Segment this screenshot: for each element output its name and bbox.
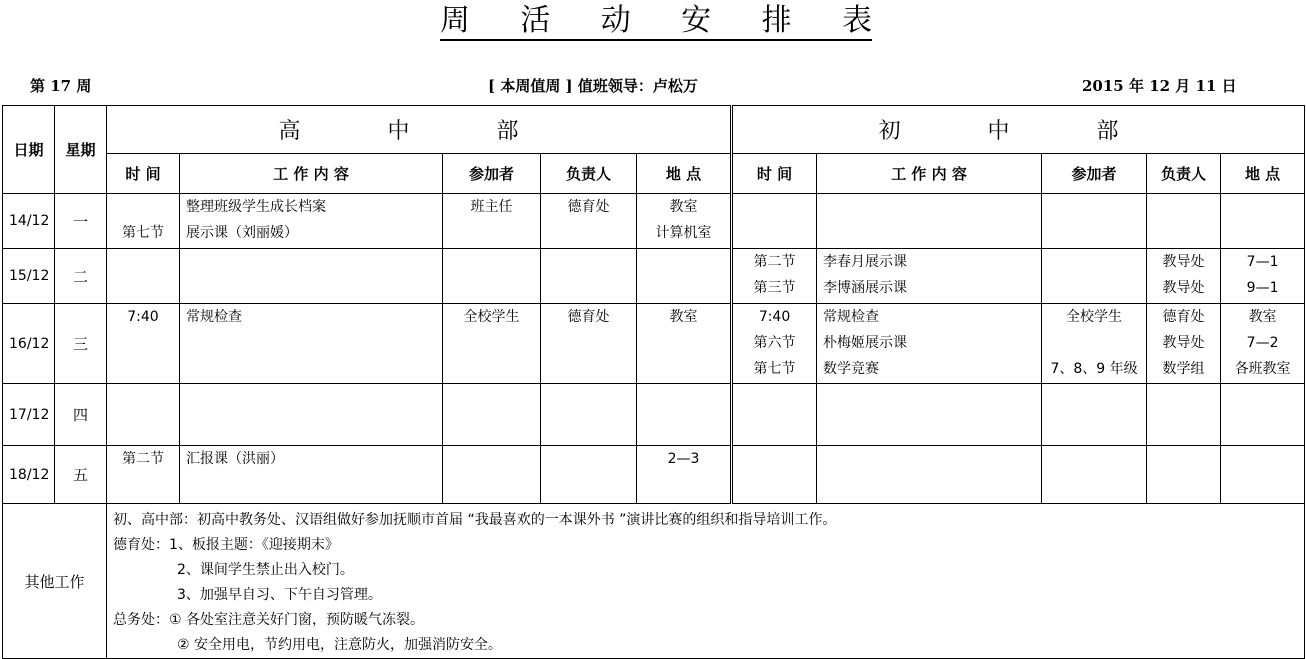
junior-content-cell — [817, 384, 1042, 446]
senior-location-cell — [637, 304, 732, 384]
junior-participants-cell — [1042, 384, 1147, 446]
junior-participants-cell — [1042, 194, 1147, 249]
table-row — [3, 384, 1305, 446]
junior-responsible-cell — [1147, 249, 1221, 304]
row-date: 18/12 — [3, 446, 55, 504]
senior-location-header: 地 点 — [637, 154, 732, 194]
other-work-label: 其他工作 — [3, 504, 107, 659]
junior-responsible-cell — [1147, 194, 1221, 249]
senior-participants-line: 班主任 — [470, 199, 513, 215]
senior-time-cell — [107, 304, 180, 384]
senior-time-line: 第七节 — [122, 225, 164, 241]
junior-participants-cell — [1042, 249, 1147, 304]
senior-location-line: 教室 — [669, 199, 698, 215]
senior-participants-line: 全校学生 — [463, 309, 520, 325]
week-number: 第 17 周 — [30, 77, 92, 95]
junior-responsible-cell — [1147, 304, 1221, 384]
junior-participants-cell — [1042, 446, 1147, 504]
title-char: 周 — [440, 3, 470, 38]
senior-location-cell — [637, 446, 732, 504]
junior-time-cell — [732, 249, 817, 304]
other-work-content — [107, 504, 1305, 659]
junior-location-cell — [1221, 249, 1305, 304]
junior-content-line: 数学竞赛 — [823, 361, 880, 377]
row-date: 17/12 — [3, 384, 55, 446]
junior-responsible-header: 负责人 — [1147, 154, 1221, 194]
junior-location-cell — [1221, 446, 1305, 504]
senior-location-line: 2—3 — [667, 451, 700, 467]
senior-participants-cell — [443, 384, 541, 446]
junior-responsible-cell — [1147, 446, 1221, 504]
senior-section-header: 高 中 部 — [107, 106, 732, 154]
junior-participants-line — [1042, 330, 1146, 356]
title-char: 动 — [600, 3, 631, 38]
senior-responsible-header: 负责人 — [541, 154, 637, 194]
row-date: 14/12 — [3, 194, 55, 249]
junior-participants-header: 参加者 — [1042, 154, 1147, 194]
senior-responsible-line: 德育处 — [567, 199, 610, 215]
schedule-table — [2, 105, 1305, 659]
junior-time-cell — [732, 384, 817, 446]
senior-time-cell — [107, 446, 180, 504]
duty-leader: [ 本周值周 ] 值班领导：卢松万 — [488, 77, 698, 95]
senior-location-line: 计算机室 — [655, 225, 712, 241]
other-work-line: 2、课间学生禁止出入校门。 — [177, 562, 354, 578]
row-date: 15/12 — [3, 249, 55, 304]
table-row — [3, 249, 1305, 304]
other-work-row — [3, 504, 1305, 659]
junior-responsible-line: 德育处 — [1162, 309, 1205, 325]
senior-content-line: 整理班级学生成长档案 — [186, 199, 326, 215]
junior-responsible-line: 教导处 — [1162, 280, 1205, 296]
other-work-line: 德育处：1、板报主题：《迎接期末》 — [113, 537, 339, 553]
row-weekday: 三 — [55, 304, 107, 384]
junior-time-line: 第二节 — [753, 254, 796, 270]
junior-location-line: 7—2 — [1246, 335, 1279, 351]
row-weekday: 二 — [55, 249, 107, 304]
junior-content-line: 常规检查 — [823, 309, 880, 325]
senior-content-cell — [180, 194, 443, 249]
junior-time-cell — [732, 194, 817, 249]
junior-content-line: 李春月展示课 — [823, 254, 908, 270]
table-row — [3, 446, 1305, 504]
junior-location-line: 7—1 — [1246, 254, 1279, 270]
junior-content-header: 工 作 内 容 — [817, 154, 1042, 194]
junior-time-line: 7:40 — [758, 309, 791, 325]
senior-location-cell — [637, 249, 732, 304]
title-char: 安 — [681, 3, 712, 38]
senior-content-header: 工 作 内 容 — [180, 154, 443, 194]
row-date: 16/12 — [3, 304, 55, 384]
senior-responsible-cell — [541, 304, 637, 384]
junior-content-line: 李博涵展示课 — [823, 280, 908, 296]
senior-responsible-cell — [541, 249, 637, 304]
senior-location-cell — [637, 194, 732, 249]
junior-responsible-line: 教导处 — [1162, 335, 1205, 351]
junior-time-line: 第三节 — [753, 280, 796, 296]
junior-responsible-line: 数学组 — [1162, 361, 1205, 377]
junior-participants-line: 全校学生 — [1066, 309, 1123, 325]
junior-content-cell — [817, 249, 1042, 304]
senior-responsible-cell — [541, 446, 637, 504]
title-char: 表 — [841, 3, 872, 38]
junior-section-header: 初 中 部 — [732, 106, 1305, 154]
senior-content-cell — [180, 249, 443, 304]
senior-content-line: 汇报课（洪丽） — [186, 451, 284, 467]
junior-responsible-line: 教导处 — [1162, 254, 1205, 270]
senior-content-cell — [180, 446, 443, 504]
senior-participants-cell — [443, 304, 541, 384]
senior-time-line — [107, 194, 179, 220]
junior-location-cell — [1221, 384, 1305, 446]
senior-content-cell — [180, 384, 443, 446]
other-work-line: 3、加强早自习、下午自习管理。 — [177, 587, 382, 603]
junior-location-line: 教室 — [1248, 309, 1277, 325]
junior-time-line: 第六节 — [753, 335, 796, 351]
row-weekday: 一 — [55, 194, 107, 249]
senior-participants-header: 参加者 — [443, 154, 541, 194]
senior-time-cell — [107, 194, 180, 249]
junior-time-cell — [732, 446, 817, 504]
senior-participants-cell — [443, 446, 541, 504]
junior-responsible-cell — [1147, 384, 1221, 446]
junior-time-cell — [732, 304, 817, 384]
document-date: 2015 年 12 月 11 日 — [1082, 77, 1237, 95]
other-work-line: 总务处：① 各处室注意关好门窗，预防暖气冻裂。 — [113, 612, 424, 628]
junior-content-cell — [817, 446, 1042, 504]
senior-time-line: 7:40 — [127, 309, 159, 325]
senior-content-line: 展示课（刘丽媛） — [186, 225, 298, 241]
junior-time-header: 时 间 — [732, 154, 817, 194]
senior-time-cell — [107, 249, 180, 304]
junior-content-line: 朴梅姬展示课 — [823, 335, 908, 351]
row-weekday: 五 — [55, 446, 107, 504]
table-row — [3, 304, 1305, 384]
senior-time-header: 时 间 — [107, 154, 180, 194]
junior-participants-line: 7、8、9 年级 — [1050, 361, 1138, 377]
junior-participants-cell — [1042, 304, 1147, 384]
senior-responsible-line: 德育处 — [567, 309, 610, 325]
junior-location-cell — [1221, 194, 1305, 249]
senior-participants-cell — [443, 249, 541, 304]
senior-content-cell — [180, 304, 443, 384]
junior-time-line: 第七节 — [753, 361, 796, 377]
junior-location-line: 9—1 — [1246, 280, 1279, 296]
junior-content-cell — [817, 194, 1042, 249]
column-weekday-header: 星期 — [55, 106, 107, 194]
row-weekday: 四 — [55, 384, 107, 446]
title-char: 排 — [761, 3, 792, 38]
junior-location-header: 地 点 — [1221, 154, 1305, 194]
senior-time-cell — [107, 384, 180, 446]
page-title — [440, 3, 872, 41]
title-char: 活 — [520, 3, 551, 38]
junior-location-cell — [1221, 304, 1305, 384]
other-work-line: ② 安全用电，节约用电，注意防火，加强消防安全。 — [177, 637, 502, 653]
senior-time-line: 第二节 — [122, 451, 164, 467]
senior-location-cell — [637, 384, 732, 446]
other-work-line: 初、高中部：初高中教务处、汉语组做好参加抚顺市首届 “我最喜欢的一本课外书 ”演讲比赛的组织和指导培训工作。 — [113, 512, 837, 528]
senior-content-line: 常规检查 — [186, 309, 242, 325]
senior-location-line: 教室 — [669, 309, 698, 325]
table-row — [3, 194, 1305, 249]
senior-participants-cell — [443, 194, 541, 249]
senior-responsible-cell — [541, 384, 637, 446]
column-date-header: 日期 — [3, 106, 55, 194]
junior-location-line: 各班教室 — [1234, 361, 1291, 377]
senior-responsible-cell — [541, 194, 637, 249]
junior-content-cell — [817, 304, 1042, 384]
